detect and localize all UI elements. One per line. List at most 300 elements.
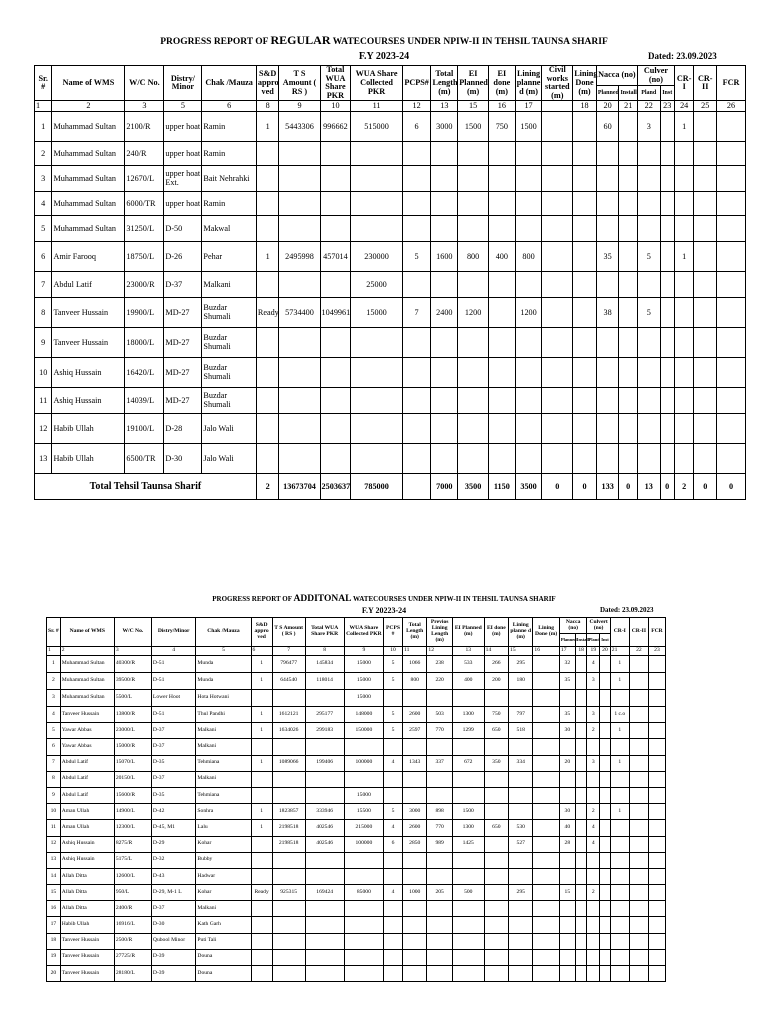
- table-cell: Ashiq Hussain: [60, 836, 114, 852]
- table-cell: 1089066: [272, 755, 305, 771]
- total-cell: 3500: [458, 474, 489, 500]
- table-cell: 205: [427, 885, 452, 901]
- table-cell: 1600: [431, 242, 458, 272]
- table-cell: Allah Ditta: [60, 868, 114, 884]
- table-row: [47, 820, 666, 836]
- table-cell: [542, 242, 573, 272]
- table-cell: [573, 388, 597, 414]
- table-cell: [587, 787, 600, 803]
- column-number: 19: [587, 647, 600, 656]
- table-cell: [648, 885, 665, 901]
- table-cell: [596, 142, 619, 166]
- table-cell: [629, 804, 648, 820]
- table-cell: 5: [35, 216, 52, 242]
- table-cell: upper hoat: [164, 142, 202, 166]
- table-cell: 18000/L: [125, 328, 164, 358]
- col-header: Distry/Minor: [151, 618, 196, 647]
- table-cell: [717, 242, 746, 272]
- table-cell: [515, 328, 542, 358]
- table-cell: [344, 868, 383, 884]
- table-cell: [619, 242, 638, 272]
- table-cell: [452, 917, 484, 933]
- table-cell: [489, 298, 516, 328]
- table-cell: [509, 966, 533, 982]
- table-cell: [575, 901, 587, 917]
- table-cell: [629, 755, 648, 771]
- table-cell: 2600: [403, 820, 427, 836]
- table-cell: [515, 142, 542, 166]
- table-cell: 3000: [431, 112, 458, 142]
- col-header: W/C No.: [114, 618, 151, 647]
- table-cell: [251, 901, 272, 917]
- table-cell: [402, 388, 431, 414]
- table-cell: [610, 852, 629, 868]
- table-row: [35, 192, 746, 216]
- table-cell: [717, 444, 746, 474]
- table-cell: [694, 216, 717, 242]
- table-cell: [256, 358, 279, 388]
- table-cell: [344, 917, 383, 933]
- table-cell: [251, 739, 272, 755]
- table-cell: 118014: [305, 673, 344, 690]
- table-cell: 2495998: [279, 242, 320, 272]
- table-cell: [648, 723, 665, 739]
- table-cell: [458, 444, 489, 474]
- table-cell: 18: [47, 933, 61, 949]
- table-cell: 220: [427, 673, 452, 690]
- table-cell: [256, 192, 279, 216]
- table-cell: 2: [47, 673, 61, 690]
- table-cell: [489, 444, 516, 474]
- table-cell: Makwal: [202, 216, 256, 242]
- table-cell: [600, 787, 611, 803]
- table-cell: 5175/L: [114, 852, 151, 868]
- table-cell: [648, 949, 665, 965]
- table-cell: D-26: [164, 242, 202, 272]
- table-cell: [575, 739, 587, 755]
- table-cell: 5: [383, 656, 402, 673]
- table-cell: 266: [484, 656, 508, 673]
- table-cell: [596, 272, 619, 298]
- table-cell: 1343: [403, 755, 427, 771]
- table-cell: [637, 358, 660, 388]
- table-cell: [320, 216, 351, 242]
- table-cell: [629, 917, 648, 933]
- total-cell: 13673704: [279, 474, 320, 500]
- column-number: 16: [533, 647, 559, 656]
- total-cell: 0: [717, 474, 746, 500]
- table-cell: 4: [383, 820, 402, 836]
- table-cell: 12: [35, 414, 52, 444]
- col-header: Sr. #: [47, 618, 61, 647]
- column-number: 20: [600, 647, 611, 656]
- table-cell: 5: [383, 673, 402, 690]
- table-cell: [610, 966, 629, 982]
- total-cell: 0: [660, 474, 674, 500]
- col-header: Total WUA Share PKR: [305, 618, 344, 647]
- table-cell: [452, 933, 484, 949]
- table-cell: 11: [35, 388, 52, 414]
- table-row: [35, 142, 746, 166]
- table-cell: [431, 192, 458, 216]
- table-cell: 898: [427, 804, 452, 820]
- report2-title-type: ADDITONAL: [293, 594, 352, 604]
- table-cell: 989: [427, 836, 452, 852]
- table-cell: [600, 868, 611, 884]
- table-row: [35, 298, 746, 328]
- table-cell: [533, 868, 559, 884]
- table-cell: 2100/R: [125, 112, 164, 142]
- table-cell: [648, 739, 665, 755]
- table-row: [47, 917, 666, 933]
- table-cell: 199406: [305, 755, 344, 771]
- table-cell: [427, 868, 452, 884]
- table-cell: [619, 166, 638, 192]
- table-cell: Kohar: [196, 836, 251, 852]
- table-cell: 100000: [344, 836, 383, 852]
- table-cell: [587, 901, 600, 917]
- table-cell: [383, 868, 402, 884]
- col-header: EI Planned (m): [452, 618, 484, 647]
- table-cell: [600, 885, 611, 901]
- table-cell: [489, 166, 516, 192]
- table-cell: [533, 901, 559, 917]
- table-cell: [575, 836, 587, 852]
- table-cell: 350: [484, 755, 508, 771]
- col-header: Total Length (m): [431, 66, 458, 101]
- table-cell: [305, 739, 344, 755]
- table-cell: 3: [587, 707, 600, 723]
- table-cell: 19: [47, 949, 61, 965]
- table-row: [47, 852, 666, 868]
- total-cell: 0: [619, 474, 638, 500]
- table-cell: 457014: [320, 242, 351, 272]
- column-number: 22: [629, 647, 648, 656]
- table-cell: [533, 836, 559, 852]
- table-cell: [575, 804, 587, 820]
- table-cell: 2: [587, 804, 600, 820]
- table-cell: 15: [47, 885, 61, 901]
- table-cell: 32: [559, 656, 575, 673]
- table-cell: 2: [587, 723, 600, 739]
- table-cell: 533: [452, 656, 484, 673]
- sub-header: Install: [575, 634, 587, 647]
- table-cell: [629, 707, 648, 723]
- table-cell: [629, 966, 648, 982]
- table-cell: [509, 690, 533, 707]
- table-cell: [431, 166, 458, 192]
- report2-title-part: PROGRESS REPORT OF: [212, 595, 294, 603]
- table-cell: [610, 933, 629, 949]
- table-cell: [694, 166, 717, 192]
- table-cell: [533, 852, 559, 868]
- report1-title-type: REGULAR: [270, 33, 331, 47]
- column-number: 20: [596, 101, 619, 112]
- table-cell: 1: [251, 820, 272, 836]
- table-cell: Tanveer Hussain: [60, 949, 114, 965]
- table-cell: [515, 192, 542, 216]
- table-cell: D-35: [151, 755, 196, 771]
- table-row: [47, 673, 666, 690]
- table-cell: Aman Ullah: [60, 804, 114, 820]
- table-cell: [637, 192, 660, 216]
- table-cell: [427, 852, 452, 868]
- table-cell: [674, 358, 694, 388]
- table-cell: [619, 388, 638, 414]
- table-cell: 996662: [320, 112, 351, 142]
- col-header: W/C No.: [125, 66, 164, 101]
- table-cell: [717, 272, 746, 298]
- table-cell: [619, 112, 638, 142]
- table-cell: Ready: [251, 885, 272, 901]
- table-cell: 15070/L: [114, 755, 151, 771]
- table-cell: 2850: [403, 836, 427, 852]
- table-cell: Habib Ullah: [52, 444, 125, 474]
- table-cell: 3: [35, 166, 52, 192]
- table-cell: [484, 933, 508, 949]
- table-cell: [573, 272, 597, 298]
- table-cell: [383, 690, 402, 707]
- table-cell: 31250/L: [125, 216, 164, 242]
- table-cell: [629, 836, 648, 852]
- table-cell: [533, 690, 559, 707]
- table-cell: [600, 771, 611, 787]
- table-cell: Muhammad Sultan: [52, 142, 125, 166]
- table-cell: [452, 739, 484, 755]
- total-cell: 3500: [515, 474, 542, 500]
- table-cell: 1612121: [272, 707, 305, 723]
- table-cell: [279, 414, 320, 444]
- table-cell: 1500: [458, 112, 489, 142]
- table-cell: Muhammad Sultan: [60, 690, 114, 707]
- table-cell: [619, 142, 638, 166]
- table-cell: 950/L: [114, 885, 151, 901]
- table-cell: 20150/L: [114, 771, 151, 787]
- table-cell: 2500/R: [114, 933, 151, 949]
- table-cell: 7: [35, 272, 52, 298]
- col-header: PCPS #: [383, 618, 402, 647]
- table-cell: [427, 739, 452, 755]
- table-cell: D-35: [151, 787, 196, 803]
- table-cell: Yawar Abbas: [60, 739, 114, 755]
- table-cell: [509, 868, 533, 884]
- column-number: 8: [305, 647, 344, 656]
- table-cell: [533, 723, 559, 739]
- table-cell: [610, 949, 629, 965]
- col-header: WUA Share Collected PKR: [344, 618, 383, 647]
- table-cell: [509, 852, 533, 868]
- column-number: 10: [383, 647, 402, 656]
- table-cell: 14900/L: [114, 804, 151, 820]
- table-cell: [629, 673, 648, 690]
- table-cell: [575, 707, 587, 723]
- table-cell: [717, 112, 746, 142]
- table-cell: 1: [251, 673, 272, 690]
- table-cell: [660, 298, 674, 328]
- table-cell: [351, 444, 402, 474]
- table-cell: MD-27: [164, 358, 202, 388]
- table-cell: 4: [35, 192, 52, 216]
- column-number: 2: [52, 101, 125, 112]
- table-cell: [351, 388, 402, 414]
- table-cell: 6: [402, 112, 431, 142]
- table-cell: [489, 192, 516, 216]
- table-cell: [344, 949, 383, 965]
- table-cell: [509, 771, 533, 787]
- table-cell: [587, 852, 600, 868]
- table-cell: [251, 836, 272, 852]
- table-cell: [344, 852, 383, 868]
- table-cell: D-30: [151, 917, 196, 933]
- table-cell: [694, 414, 717, 444]
- table-cell: [542, 216, 573, 242]
- table-cell: [251, 690, 272, 707]
- table-cell: Abdul Latif: [60, 787, 114, 803]
- table-cell: Buzdar Shumali: [202, 298, 256, 328]
- table-cell: [458, 142, 489, 166]
- column-number: 3: [125, 101, 164, 112]
- table-cell: 100000: [344, 755, 383, 771]
- table-cell: Muhammad Sultan: [52, 112, 125, 142]
- table-cell: 8: [47, 771, 61, 787]
- table-cell: [559, 901, 575, 917]
- report1-title-part: PROGRESS REPORT OF: [160, 37, 271, 47]
- table-cell: 402546: [305, 836, 344, 852]
- table-cell: [660, 142, 674, 166]
- table-cell: [674, 142, 694, 166]
- col-header: Culvert (no): [587, 618, 610, 634]
- table-cell: 797: [509, 707, 533, 723]
- table-cell: [575, 917, 587, 933]
- col-header: Culver (no): [637, 66, 674, 86]
- table-cell: 200: [484, 673, 508, 690]
- table-cell: [559, 933, 575, 949]
- table-row: [35, 414, 746, 444]
- col-header: EI done (m): [484, 618, 508, 647]
- column-number: 11: [351, 101, 402, 112]
- table-cell: [610, 787, 629, 803]
- table-cell: Hadwar: [196, 868, 251, 884]
- table-cell: [674, 414, 694, 444]
- table-cell: 5: [47, 723, 61, 739]
- table-cell: [427, 917, 452, 933]
- table-cell: 10: [47, 804, 61, 820]
- table-cell: [610, 885, 629, 901]
- table-cell: [484, 917, 508, 933]
- table-cell: 4: [587, 836, 600, 852]
- table-cell: [279, 444, 320, 474]
- table-cell: [619, 192, 638, 216]
- column-number: 10: [320, 101, 351, 112]
- table-cell: [272, 966, 305, 982]
- table-cell: [573, 414, 597, 444]
- table-cell: [256, 444, 279, 474]
- table-cell: [587, 933, 600, 949]
- table-cell: Munda: [196, 656, 251, 673]
- table-cell: [694, 298, 717, 328]
- table-cell: [542, 142, 573, 166]
- table-cell: 1200: [458, 298, 489, 328]
- table-cell: 530: [509, 820, 533, 836]
- table-cell: 16420/L: [125, 358, 164, 388]
- column-number: 16: [489, 101, 516, 112]
- table-cell: D-39: [151, 966, 196, 982]
- table-cell: 1: [256, 242, 279, 272]
- table-cell: [344, 933, 383, 949]
- table-cell: [610, 868, 629, 884]
- report2-title: [0, 594, 768, 604]
- table-cell: [251, 868, 272, 884]
- table-cell: 15000: [344, 690, 383, 707]
- table-cell: [533, 933, 559, 949]
- table-cell: 16916/L: [114, 917, 151, 933]
- total-row: [35, 474, 746, 500]
- table-cell: 35: [559, 707, 575, 723]
- table-cell: [403, 966, 427, 982]
- column-number: 14: [484, 647, 508, 656]
- table-cell: 337: [427, 755, 452, 771]
- table-cell: [515, 388, 542, 414]
- table-cell: [279, 358, 320, 388]
- table-cell: 150000: [344, 723, 383, 739]
- col-header: PCPS#: [402, 66, 431, 101]
- table-cell: 4: [383, 885, 402, 901]
- table-cell: [596, 388, 619, 414]
- column-number: 21: [619, 101, 638, 112]
- table-cell: [619, 216, 638, 242]
- table-cell: 60: [596, 112, 619, 142]
- column-number: 24: [674, 101, 694, 112]
- table-cell: [427, 966, 452, 982]
- table-cell: [351, 142, 402, 166]
- table-cell: [629, 739, 648, 755]
- table-cell: 9: [47, 787, 61, 803]
- table-cell: 6000/TR: [125, 192, 164, 216]
- table-cell: [559, 917, 575, 933]
- table-cell: [573, 358, 597, 388]
- table-cell: 145834: [305, 656, 344, 673]
- table-cell: 333946: [305, 804, 344, 820]
- table-cell: MD-27: [164, 388, 202, 414]
- table-cell: [344, 901, 383, 917]
- table-row: [35, 358, 746, 388]
- table-cell: [596, 192, 619, 216]
- table-cell: [272, 933, 305, 949]
- table-cell: 28180/L: [114, 966, 151, 982]
- table-cell: D-37: [151, 723, 196, 739]
- table-cell: D-50: [164, 216, 202, 242]
- table-cell: [619, 414, 638, 444]
- table-cell: 15000/R: [114, 739, 151, 755]
- table-cell: [533, 917, 559, 933]
- total-label: Total Tehsil Taunsa Sharif: [35, 474, 257, 500]
- table-cell: Lalu: [196, 820, 251, 836]
- table-cell: Allah Ditta: [60, 901, 114, 917]
- table-cell: 650: [484, 723, 508, 739]
- table-cell: [596, 358, 619, 388]
- table-cell: [383, 771, 402, 787]
- table-cell: [403, 933, 427, 949]
- table-cell: 500: [452, 885, 484, 901]
- table-cell: [272, 771, 305, 787]
- table-row: [47, 656, 666, 673]
- table-cell: Allah Ditta: [60, 885, 114, 901]
- table-cell: [660, 388, 674, 414]
- table-cell: [559, 771, 575, 787]
- table-cell: 16: [47, 901, 61, 917]
- table-cell: [509, 917, 533, 933]
- table-cell: [515, 216, 542, 242]
